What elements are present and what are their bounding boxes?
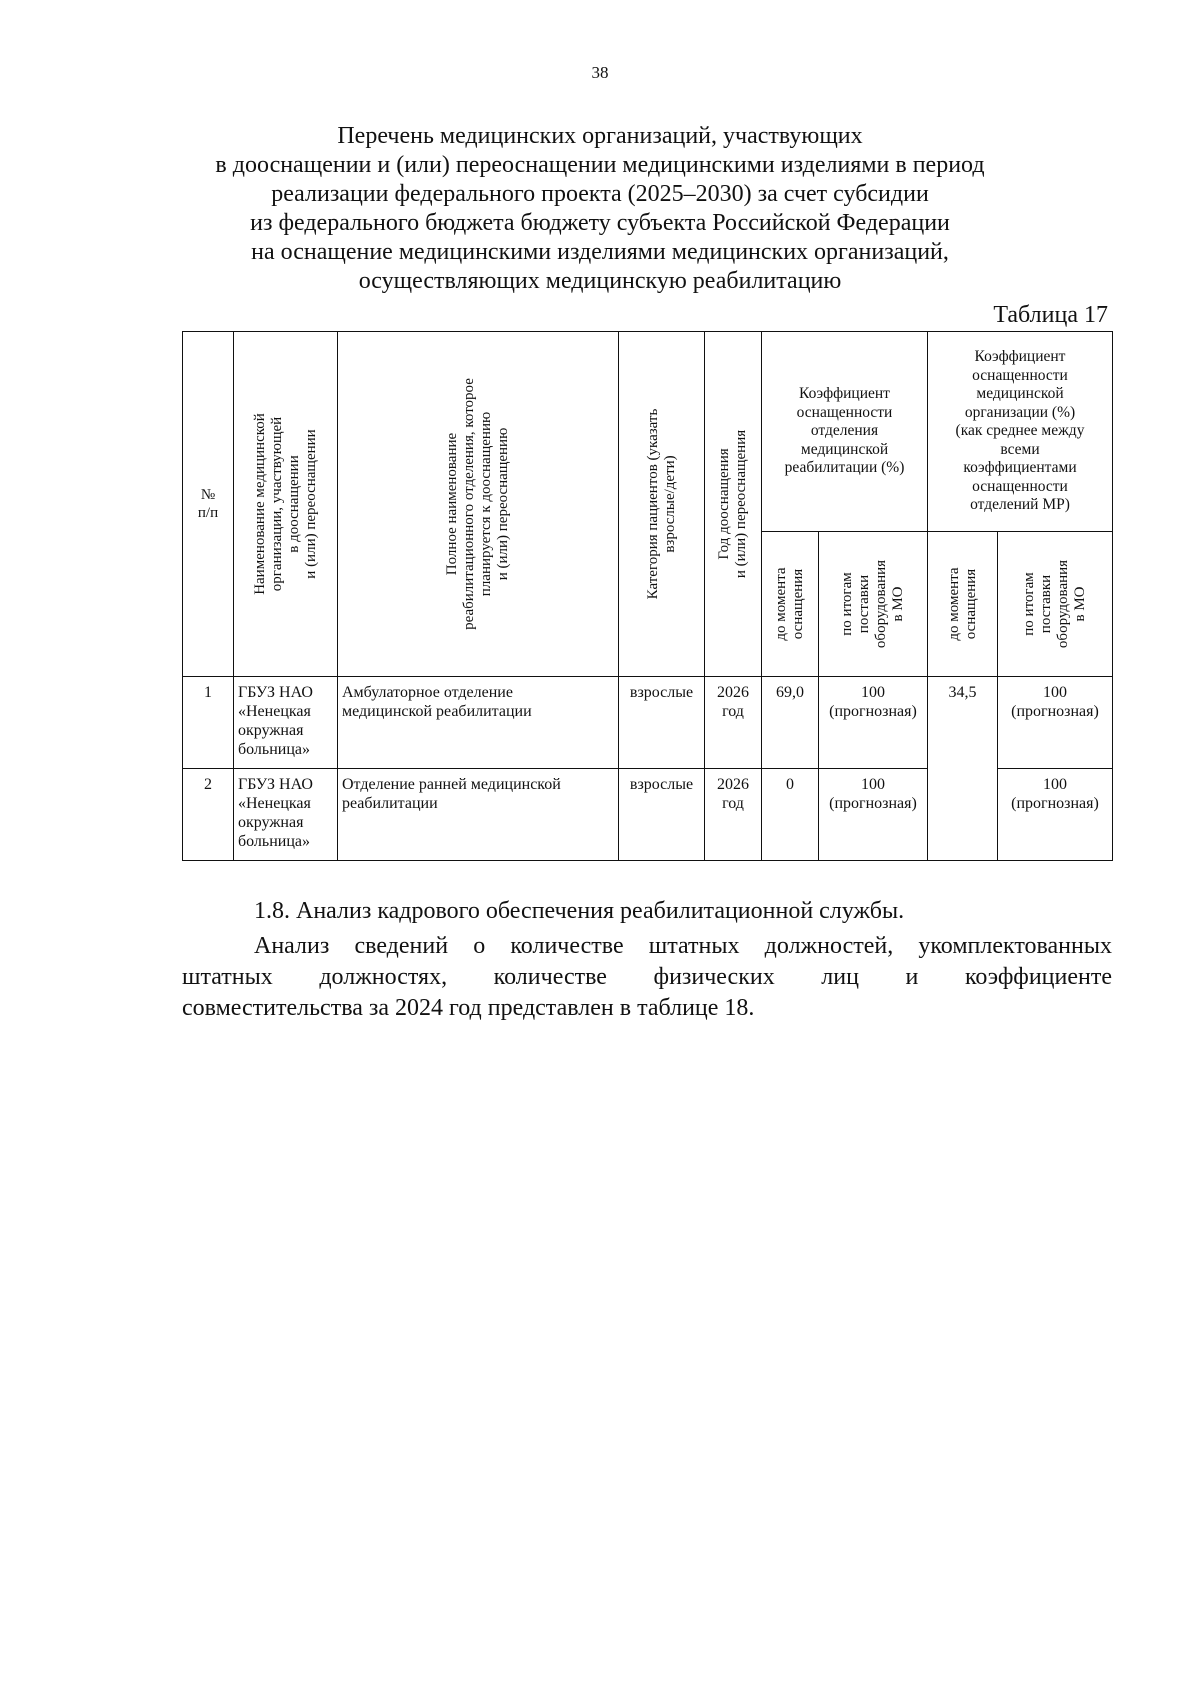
header-org-after: по итогам поставки оборудования в МО — [998, 532, 1113, 677]
header-dept-before: до момента оснащения — [762, 532, 819, 677]
document-title — [150, 122, 1050, 296]
header-row — [183, 332, 1113, 532]
section-heading: 1.8. Анализ кадрового обеспечения реабилитационной службы. — [254, 898, 905, 924]
cell-dept-after: 100 (прогнозная) — [819, 769, 928, 861]
title-line: Перечень медицинских организаций, участвующих — [337, 123, 863, 149]
header-dept-coefficient: Коэффициент оснащенности отделения медицинской реабилитации (%) — [762, 332, 928, 532]
cell-dept-before: 69,0 — [762, 677, 819, 769]
header-dept-after: по итогам поставки оборудования в МО — [819, 532, 928, 677]
page-number: 38 — [591, 63, 609, 82]
cell-org-after: 100 (прогнозная) — [998, 677, 1113, 769]
cell-dept: Амбулаторное отделение медицинской реабилитации — [338, 677, 619, 769]
title-line: в дооснащении и (или) переоснащении медицинскими изделиями в период — [215, 152, 985, 178]
cell-year: 2026 год — [705, 769, 762, 861]
cell-category: взрослые — [619, 677, 705, 769]
table-label: Таблица 17 — [993, 302, 1108, 328]
title-line: на оснащение медицинскими изделиями медицинских организаций, — [251, 239, 949, 265]
paragraph-line: Анализ сведений о количестве штатных должностей, укомплектованных — [254, 933, 1112, 959]
header-num: № п/п — [183, 332, 234, 677]
cell-num: 2 — [183, 769, 234, 861]
cell-org-after: 100 (прогнозная) — [998, 769, 1113, 861]
cell-org-before: 34,5 — [928, 677, 998, 861]
body-paragraph — [182, 931, 1112, 1024]
paragraph-line: штатных должностях, количестве физических лиц и коэффициенте — [182, 964, 1112, 990]
header-dept: Полное наименование реабилитационного отделения, которое планируется к дооснащению и (или) переоснащению — [338, 332, 619, 677]
cell-category: взрослые — [619, 769, 705, 861]
title-line: реализации федерального проекта (2025–2030) за счет субсидии — [271, 181, 929, 207]
paragraph-line: совместительства за 2024 год представлен в таблице 18. — [182, 995, 755, 1021]
cell-dept: Отделение ранней медицинской реабилитации — [338, 769, 619, 861]
cell-year: 2026 год — [705, 677, 762, 769]
title-line: осуществляющих медицинскую реабилитацию — [358, 268, 842, 294]
organizations-table — [182, 331, 1113, 861]
cell-org: ГБУЗ НАО «Ненецкая окружная больница» — [234, 769, 338, 861]
cell-dept-after: 100 (прогнозная) — [819, 677, 928, 769]
cell-org: ГБУЗ НАО «Ненецкая окружная больница» — [234, 677, 338, 769]
cell-dept-before: 0 — [762, 769, 819, 861]
table-row — [183, 677, 1113, 769]
title-line: из федерального бюджета бюджету субъекта Российской Федерации — [250, 210, 950, 236]
header-org-before: до момента оснащения — [928, 532, 998, 677]
cell-num: 1 — [183, 677, 234, 769]
header-org-coefficient: Коэффициент оснащенности медицинской организации (%) (как среднее между всеми коэффициентами оснащенности отделений МР) — [928, 332, 1113, 532]
header-org: Наименование медицинской организации, участвующей в дооснащении и (или) переоснащении — [234, 332, 338, 677]
header-category: Категория пациентов (указать взрослые/дети) — [619, 332, 705, 677]
header-year: Год дооснащения и (или) переоснащения — [705, 332, 762, 677]
